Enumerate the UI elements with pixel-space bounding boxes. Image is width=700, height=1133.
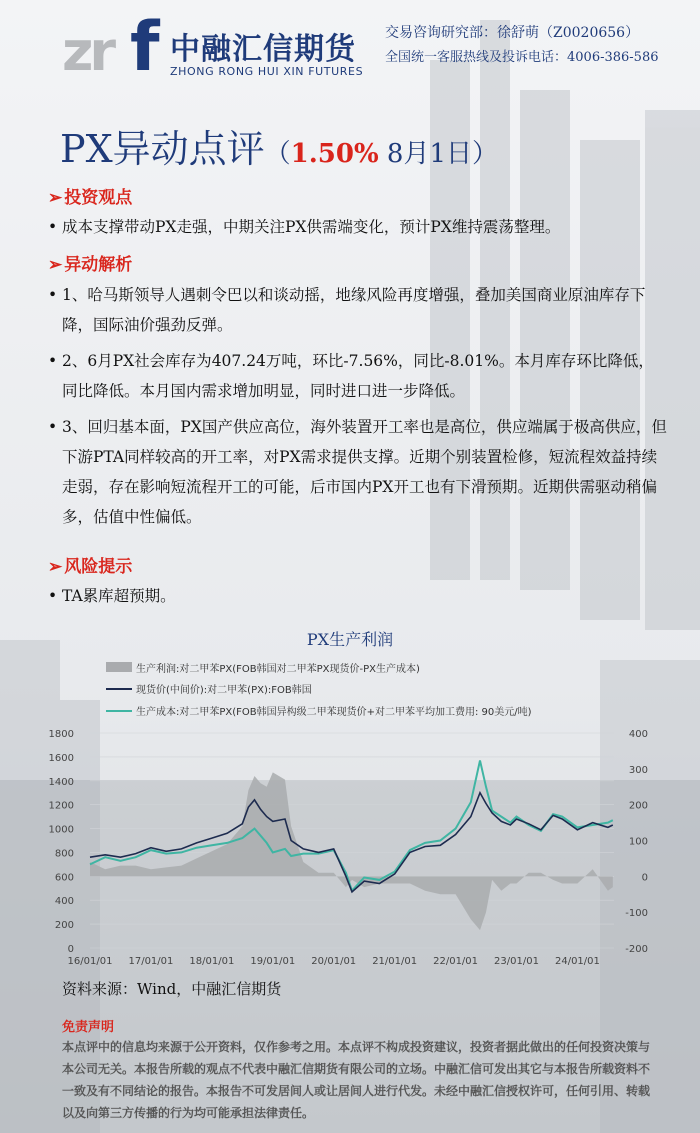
bullet-icon: •: [48, 352, 58, 370]
list-item: [48, 280, 668, 340]
left-axis-tick-label: 1800: [48, 729, 74, 740]
list-item: [48, 412, 668, 532]
arrow-icon: ➢: [48, 557, 63, 577]
arrow-icon: ➢: [48, 255, 63, 275]
title-change-pct: 1.50%: [290, 139, 379, 169]
right-axis-tick-label: -200: [625, 944, 648, 955]
logo-company-name: 中融汇信期货: [170, 32, 356, 67]
x-axis-tick-label: 16/01/01: [67, 956, 113, 967]
contact-researcher: 交易咨询研究部：徐舒萌（Z0020656）: [385, 25, 640, 41]
legend-entry: 生产成本:对二甲苯PX(FOB韩国异构级二甲苯现货价+对二甲苯平均加工费用: 90美元/吨): [136, 707, 532, 718]
left-axis-tick-label: 1000: [48, 824, 74, 836]
list-item-text: 成本支撑带动PX走强，中期关注PX供需端变化，预计PX维持震荡整理。: [62, 218, 561, 236]
right-axis-tick-label: -100: [625, 908, 648, 920]
page-title: [60, 118, 498, 173]
left-axis-tick-label: 800: [54, 848, 74, 860]
x-axis-tick-label: 18/01/01: [189, 956, 235, 967]
list-item: [48, 346, 668, 406]
bullet-icon: •: [48, 587, 58, 605]
contact-hotline: 全国统一客服热线及投诉电话：4006-386-586: [385, 50, 659, 65]
list-item-text: TA累库超预期。: [62, 587, 176, 605]
left-axis-tick-label: 1600: [48, 752, 74, 764]
section-heading-text: 异动解析: [64, 255, 133, 275]
x-axis-tick-label: 21/01/01: [372, 956, 418, 967]
left-axis-tick-label: 400: [54, 896, 74, 908]
right-axis-tick-label: 100: [628, 836, 648, 848]
logo-mark-zr: zr: [62, 20, 113, 83]
title-date: 8月1日: [378, 139, 473, 169]
x-axis-tick-label: 24/01/01: [554, 956, 600, 967]
left-axis-tick-label: 0: [67, 944, 74, 955]
list-item-text: 1、哈马斯领导人遇刺令巴以和谈动摇，地缘风险再度增强，叠加美国商业原油库存下降，国际油价强劲反弹。: [62, 286, 646, 334]
disclaimer-heading: 免责声明: [62, 1020, 115, 1035]
left-axis-tick-label: 1400: [48, 776, 74, 788]
bullet-icon: •: [48, 418, 58, 436]
list-item: [48, 581, 668, 611]
section-heading-view: [48, 183, 132, 208]
bullet-icon: •: [48, 286, 58, 304]
title-paren-close: ）: [472, 139, 499, 169]
logo-company-name-en: ZHONG RONG HUI XIN FUTURES: [170, 65, 364, 78]
x-axis-tick-label: 22/01/01: [433, 956, 479, 967]
x-axis-tick-label: 19/01/01: [250, 956, 296, 967]
disclaimer-text: 本点评中的信息均来源于公开资料，仅作参考之用。本点评不构成投资建议，投资者据此做出的任何投资决策与本公司无关。本报告所载的观点不代表中融汇信期货有限公司的立场。中融汇信可发出其它与本报告所载资料不一致及有不同结论的报告。本报告不可发居间人或让居间人进行代发。未经中融汇信授权许可，任何引用、转载以及向第三方传播的行为均可能承担法律责任。: [62, 1040, 651, 1120]
legend-swatch-profit: [106, 662, 132, 672]
legend-entry: 现货价(中间价):对二甲苯(PX):FOB韩国: [136, 685, 312, 696]
section-heading-risk: [48, 552, 132, 577]
list-item-text: 3、回归基本面，PX国产供应高位，海外装置开工率也是高位，供应端属于极高供应，但下游PTA同样较高的开工率，对PX需求提供支撑。近期个别装置检修，短流程效益持续走弱，存在影响短流程开工的可能，后市国内PX开工也有下滑预期。近期供需驱动稍偏多，估值中性偏低。: [62, 418, 667, 526]
list-item-text: 2、6月PX社会库存为407.24万吨，环比-7.56%，同比-8.01%。本月库存环比降低，同比降低。本月国内需求增加明显，同时进口进一步降低。: [62, 352, 654, 400]
bullet-icon: •: [48, 218, 58, 236]
list-item: [48, 212, 668, 242]
company-logo: [62, 8, 372, 87]
x-axis-tick-label: 23/01/01: [494, 956, 539, 967]
right-axis-tick-label: 0: [641, 872, 648, 884]
data-source: 资料来源：Wind，中融汇信期货: [62, 980, 282, 998]
page-header: [0, 0, 700, 95]
logo-mark-f: f: [130, 8, 160, 87]
x-axis-tick-label: 17/01/01: [128, 956, 174, 967]
right-axis-tick-label: 200: [628, 800, 648, 812]
arrow-icon: ➢: [48, 188, 63, 208]
right-axis-tick-label: 400: [628, 729, 648, 740]
section-heading-text: 投资观点: [64, 188, 133, 208]
x-axis-tick-label: 20/01/01: [311, 956, 357, 967]
left-axis-tick-label: 200: [54, 920, 74, 932]
legend-entry: 生产利润:对二甲苯PX(FOB韩国对二甲苯PX现货价-PX生产成本): [136, 664, 420, 675]
section-heading-text: 风险提示: [64, 557, 133, 577]
left-axis-tick-label: 600: [54, 872, 74, 884]
right-axis-tick-label: 300: [628, 764, 648, 776]
px-profit-chart: [48, 625, 652, 970]
title-main: PX异动点评: [60, 127, 265, 171]
title-paren-open: （: [264, 139, 291, 169]
chart-title: PX生产利润: [306, 630, 394, 649]
chart-svg: [48, 625, 652, 970]
section-heading-analysis: [48, 250, 132, 275]
left-axis-tick-label: 1200: [48, 800, 74, 812]
